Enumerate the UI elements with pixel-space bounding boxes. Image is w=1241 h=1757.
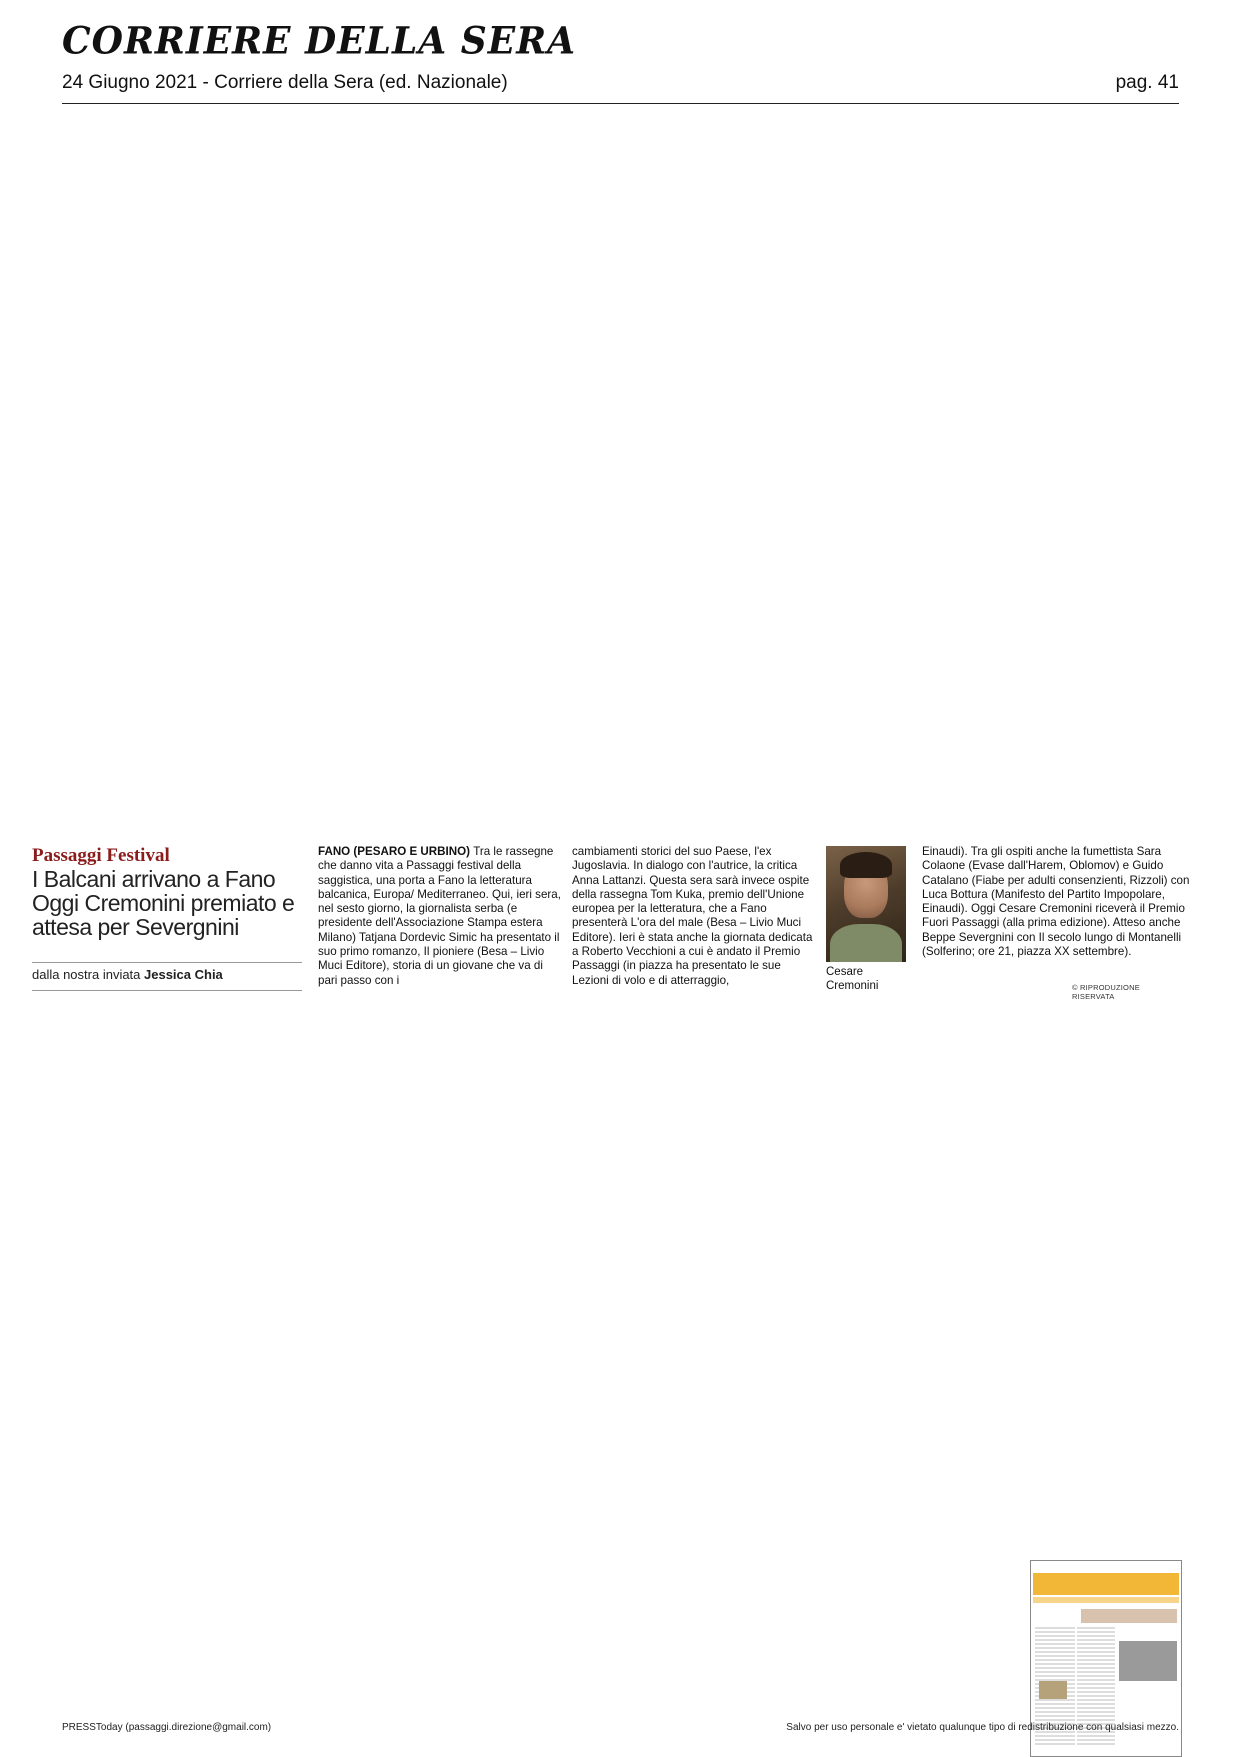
byline-rule <box>32 962 302 963</box>
article-column-1-text: Tra le rassegne che danno vita a Passaggi festival della saggistica, una porta a Fano la letteratura balcanica, Europa/ Mediterraneo. Qui, ieri sera, nel sesto giorno, la giornalista serba (e presidente dell'Associazione Stampa estera Milano) Tatjana Dordevic Simic ha presentato il suo primo romanzo, Il pioniere (Besa – Livio Muci Editore), storia di un giovane che va di pari passo con i <box>318 845 561 987</box>
article-column-2 <box>572 845 817 995</box>
dateline: 24 Giugno 2021 - Corriere della Sera (ed. Nazionale) <box>62 72 508 93</box>
article-column-2-text: cambiamenti storici del suo Paese, l'ex Jugoslavia. In dialogo con l'autrice, la critica Anna Lattanzi. Questa sera sarà invece ospite della rassegna Tom Kuka, premio dell'Unione europea per la letteratura, che a Fano presenterà L'ora del male (Besa – Livio Muci Editore). Ieri è stata anche la giornata dedicata a Roberto Vecchioni a cui è andato il Premio Passaggi (in piazza ha presentato le sue Lezioni di volo e di atterraggio, <box>572 845 813 987</box>
portrait-photo <box>826 846 906 962</box>
byline-rule-bottom <box>32 990 302 991</box>
byline-author: Jessica Chia <box>144 967 223 982</box>
page-number: pag. 41 <box>1115 72 1179 93</box>
article <box>32 845 1190 1001</box>
article-column-1 <box>318 845 563 995</box>
article-kicker: Passaggi Festival <box>32 845 170 866</box>
article-column-3 <box>922 845 1192 995</box>
article-headline: I Balcani arrivano a Fano Oggi Cremonini premiato e attesa per Severgnini <box>32 866 295 940</box>
footer-disclaimer: Salvo per uso personale e' vietato qualunque tipo di redistribuzione con qualsiasi mezzo. <box>786 1722 1179 1733</box>
masthead: CORRIERE DELLA SERA <box>62 18 577 64</box>
header-rule <box>62 103 1179 104</box>
byline-prefix: dalla nostra inviata <box>32 967 145 982</box>
article-column-3-text: Einaudi). Tra gli ospiti anche la fumettista Sara Colaone (Evase dall'Harem, Oblomov) e Guido Catalano (Fiabe per adulti consenzienti, Rizzoli) con Luca Bottura (Manifesto del Partito Impopolare, Einaudi). Oggi Cesare Cremonini riceverà il Premio Fuori Passaggi (alla prima edizione). Atteso anche Beppe Severgnini con Il secolo lungo di Montanelli (Solferino; ore 21, piazza XX settembre). <box>922 845 1190 959</box>
article-dateline-lead: FANO (PESARO E URBINO) <box>318 845 474 858</box>
byline <box>32 967 223 982</box>
photo-caption: Cesare Cremonini <box>826 966 879 992</box>
footer-source: PRESSToday (passaggi.direzione@gmail.com) <box>62 1722 272 1733</box>
copyright-notice: © RIPRODUZIONE RISERVATA <box>1072 983 1140 1001</box>
